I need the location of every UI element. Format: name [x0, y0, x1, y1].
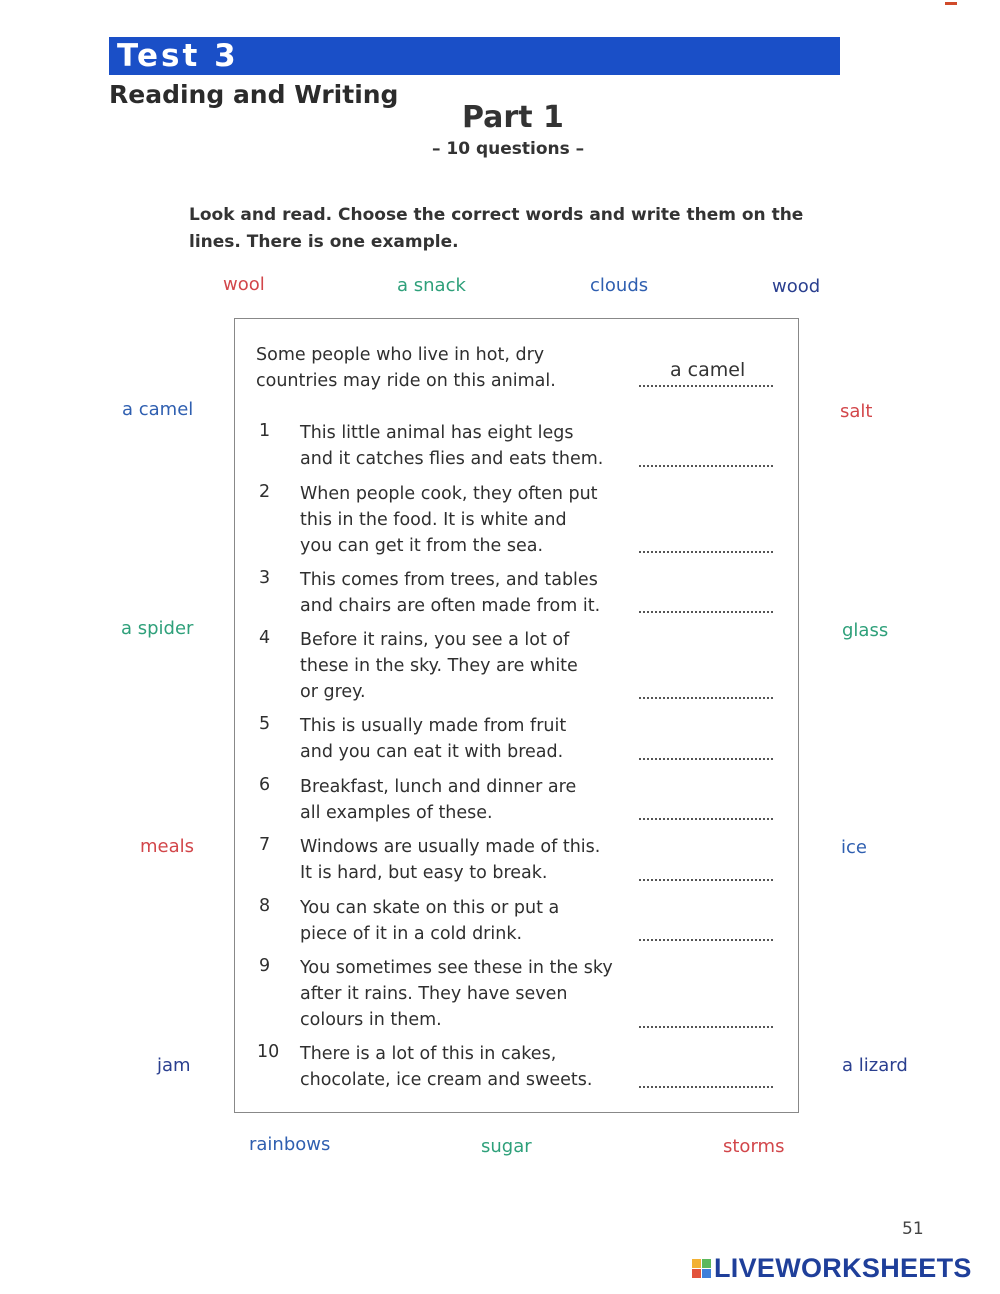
question-number: 1 [259, 421, 271, 441]
word-bank-item: a camel [122, 399, 194, 420]
question-text: Breakfast, lunch and dinner are all examples of these. [300, 777, 577, 823]
answer-line[interactable] [639, 1026, 773, 1028]
corner-mark [945, 2, 957, 5]
question-number: 7 [259, 835, 271, 855]
question-number: 9 [259, 956, 271, 976]
word-bank-item: jam [157, 1055, 191, 1076]
test-title: Test 3 [117, 38, 239, 74]
part-title: Part 1 [462, 100, 564, 135]
question-number: 5 [259, 714, 271, 734]
word-bank-item: a snack [397, 275, 466, 296]
question-text: This little animal has eight legs and it catches flies and eats them. [300, 423, 604, 469]
word-bank-item: rainbows [249, 1134, 331, 1155]
word-bank-item: clouds [590, 275, 649, 296]
question-text: You can skate on this or put a piece of it in a cold drink. [300, 898, 560, 944]
question-text: When people cook, they often put this in the food. It is white and you can get it from the sea. [300, 484, 598, 556]
word-bank-item: wool [223, 274, 265, 295]
word-bank-item: a spider [121, 618, 194, 639]
instructions: Look and read. Choose the correct words and write them on the lines. There is one example. [189, 205, 804, 252]
example-answer: a camel [670, 359, 746, 381]
example-answer-line [639, 385, 773, 387]
question-text: There is a lot of this in cakes, chocolate, ice cream and sweets. [300, 1044, 593, 1090]
question-number: 10 [257, 1042, 280, 1062]
answer-line[interactable] [639, 551, 773, 553]
test-banner [109, 37, 840, 75]
word-bank-item: ice [841, 837, 867, 858]
answer-line[interactable] [639, 818, 773, 820]
word-bank-item: storms [723, 1136, 785, 1157]
answer-line[interactable] [639, 879, 773, 881]
word-bank-item: salt [840, 401, 873, 422]
answer-line[interactable] [639, 1086, 773, 1088]
answer-line[interactable] [639, 758, 773, 760]
answer-line[interactable] [639, 465, 773, 467]
brand-name: LIVEWORKSHEETS [714, 1253, 972, 1283]
question-text: This comes from trees, and tables and chairs are often made from it. [300, 570, 601, 616]
question-text: Before it rains, you see a lot of these in the sky. They are white or grey. [300, 630, 578, 702]
logo-mark-icon [692, 1259, 712, 1279]
question-number: 6 [259, 775, 271, 795]
word-bank-item: glass [842, 620, 889, 641]
question-number: 2 [259, 482, 271, 502]
question-text: You sometimes see these in the sky after it rains. They have seven colours in them. [300, 958, 613, 1030]
example-text: Some people who live in hot, dry countries may ride on this animal. [256, 345, 556, 391]
question-number: 3 [259, 568, 271, 588]
answer-line[interactable] [639, 697, 773, 699]
question-number: 8 [259, 896, 271, 916]
answer-line[interactable] [639, 611, 773, 613]
answer-line[interactable] [639, 939, 773, 941]
question-number: 4 [259, 628, 271, 648]
question-text: Windows are usually made of this. It is hard, but easy to break. [300, 837, 601, 883]
word-bank-item: wood [772, 276, 821, 297]
section-subtitle: Reading and Writing [109, 80, 399, 109]
word-bank-item: a lizard [842, 1055, 908, 1076]
page-number: 51 [902, 1219, 924, 1239]
word-bank-item: meals [140, 836, 195, 857]
word-bank-item: sugar [481, 1136, 532, 1157]
part-subtitle: – 10 questions – [432, 139, 585, 159]
question-text: This is usually made from fruit and you can eat it with bread. [300, 716, 567, 762]
